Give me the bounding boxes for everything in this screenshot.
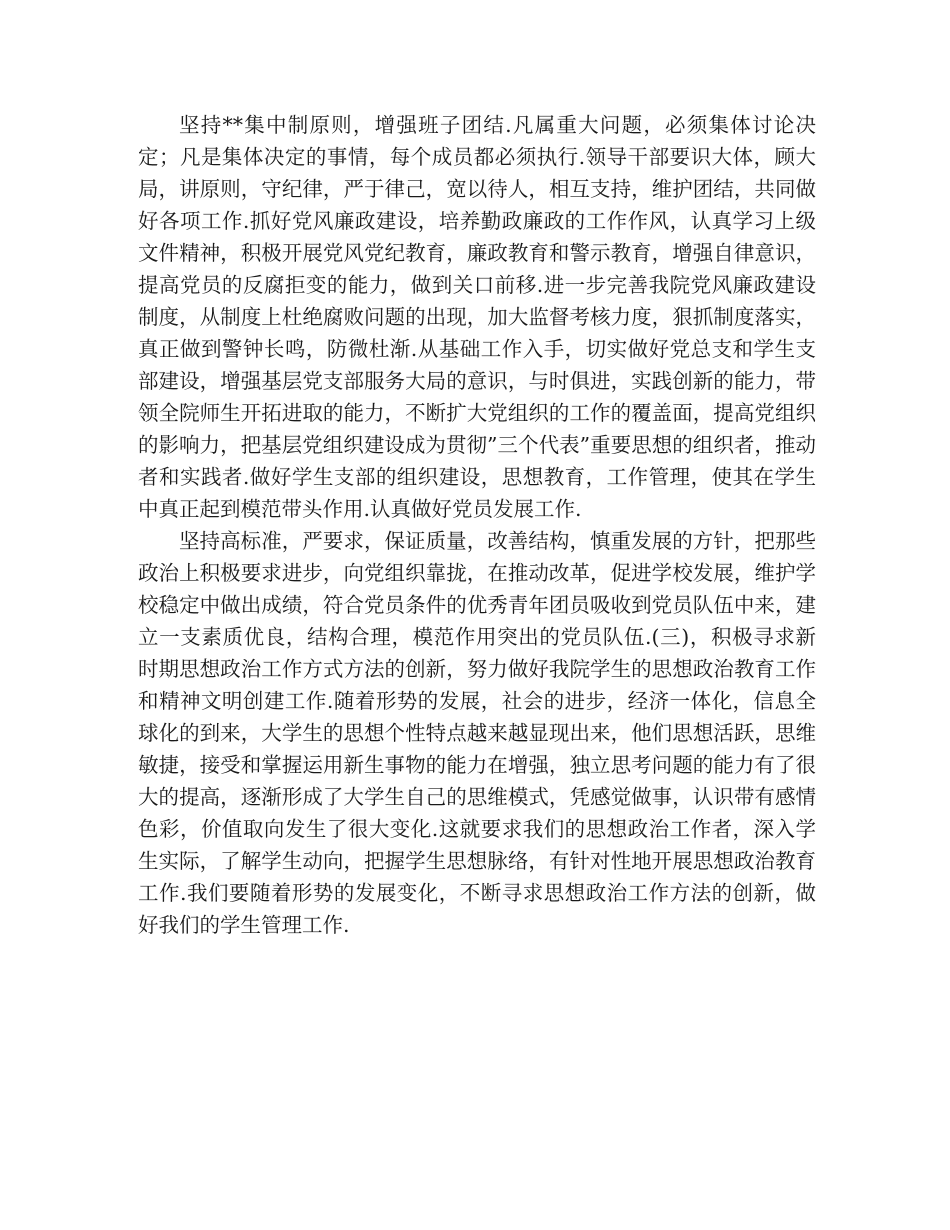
document-body — [138, 109, 816, 941]
paragraph-2: 坚持高标准，严要求，保证质量，改善结构，慎重发展的方针，把那些政治上积极要求进步，向党组织靠拢，在推动改革，促进学校发展，维护学校稳定中做出成绩，符合党员条件的优秀青年团员吸收到党员队伍中来，建立一支素质优良，结构合理，模范作用突出的党员队伍.(三)，积极寻求新时期思想政治工作方式方法的创新，努力做好我院学生的思想政治教育工作和精神文明创建工作.随着形势的发展，社会的进步，经济一体化，信息全球化的到来，大学生的思想个性特点越来越显现出来，他们思想活跃，思维敏捷，接受和掌握运用新生事物的能力在增强，独立思考问题的能力有了很大的提高，逐渐形成了大学生自己的思维模式，凭感觉做事，认识带有感情色彩，价值取向发生了很大变化.这就要求我们的思想政治工作者，深入学生实际，了解学生动向，把握学生思想脉络，有针对性地开展思想政治教育工作.我们要随着形势的发展变化，不断寻求思想政治工作方法的创新，做好我们的学生管理工作. — [138, 529, 816, 937]
paragraph-1: 坚持**集中制原则，增强班子团结.凡属重大问题，必须集体讨论决定；凡是集体决定的事情，每个成员都必须执行.领导干部要识大体，顾大局，讲原则，守纪律，严于律己，宽以待人，相互支持，维护团结，共同做好各项工作.抓好党风廉政建设，培养勤政廉政的工作作风，认真学习上级文件精神，积极开展党风党纪教育，廉政教育和警示教育，增强自律意识，提高党员的反腐拒变的能力，做到关口前移.进一步完善我院党风廉政建设制度，从制度上杜绝腐败问题的出现，加大监督考核力度，狠抓制度落实，真正做到警钟长鸣，防微杜渐.从基础工作入手，切实做好党总支和学生支部建设，增强基层党支部服务大局的意识，与时俱进，实践创新的能力，带领全院师生开拓进取的能力，不断扩大党组织的工作的覆盖面，提高党组织的影响力，把基层党组织建设成为贯彻”三个代表”重要思想的组织者，推动者和实践者.做好学生支部的组织建设，思想教育，工作管理，使其在学生中真正起到模范带头作用.认真做好党员发展工作. — [138, 113, 816, 521]
